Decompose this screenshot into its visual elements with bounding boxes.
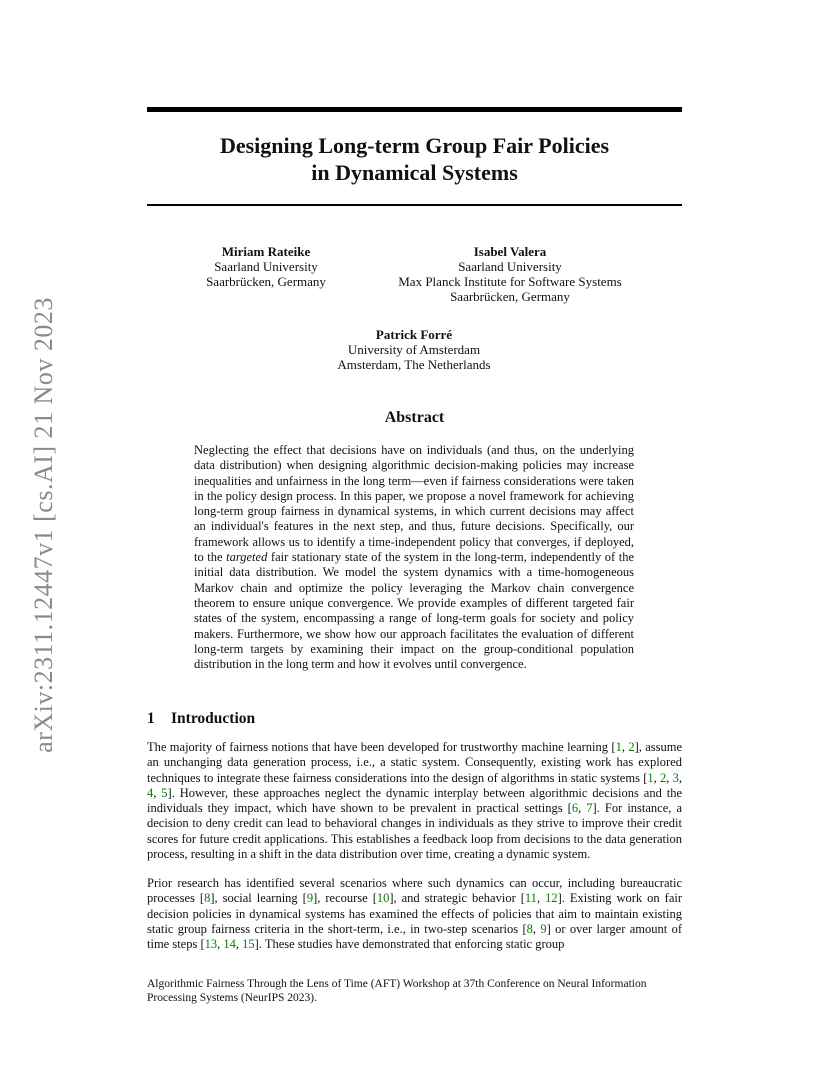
citation-link[interactable]: 5 bbox=[161, 785, 168, 800]
abstract-emphasis: targeted bbox=[226, 550, 268, 565]
citation-link[interactable]: 12 bbox=[545, 891, 558, 906]
section-heading-introduction bbox=[147, 710, 255, 728]
text-run: , bbox=[578, 801, 587, 816]
citation-link[interactable]: 13 bbox=[204, 937, 218, 952]
intro-paragraph-1 bbox=[147, 740, 682, 862]
author-block-forre bbox=[314, 327, 514, 372]
text-run: , bbox=[532, 921, 541, 936]
text-run: ], assume an unchanging data generation process, i.e., a static system. Consequently, existing work has explored techniques to integrate these fairness considerations into the design of algorithms in static systems [ bbox=[147, 740, 683, 785]
abstract-text-2: fair stationary state of the system in the long-term, independently of the initial data distribution. We model the system dynamics with a time-homogeneous Markov chain and optimize the policy leveraging the Markov chain convergence theorem to ensure unique convergence. We provide examples of different targeted fair states of the system, encompassing a range of long-term goals for society and policy makers. Furthermore, we show how our approach facilitates the evaluation of different long-term targets by examining their impact on the group-conditional population distribution in the long term and how it evolves until convergence. bbox=[194, 550, 635, 672]
author-name: Miriam Rateike bbox=[221, 244, 311, 259]
citation-link[interactable]: 2 bbox=[660, 770, 667, 785]
author-name: Patrick Forré bbox=[375, 327, 453, 342]
citation-link[interactable]: 15 bbox=[242, 937, 255, 952]
text-run: , bbox=[217, 937, 224, 952]
paper-title bbox=[147, 132, 682, 186]
text-run: The majority of fairness notions that have been developed for trustworthy machine learning [ bbox=[147, 740, 616, 754]
citation-link[interactable]: 10 bbox=[376, 891, 390, 906]
title-rule-bottom bbox=[147, 204, 682, 206]
author-location: Amsterdam, The Netherlands bbox=[337, 357, 491, 372]
paper-title-line-2: in Dynamical Systems bbox=[311, 160, 518, 185]
text-run: ]. Existing work on fair decision policies in dynamical systems has examined the effects of policies that aim to maintain existing static group fairness criteria in the short-term, i.e., in two-step scenarios [ bbox=[147, 891, 683, 936]
text-run: , bbox=[653, 770, 660, 785]
author-affiliation: University of Amsterdam bbox=[347, 342, 481, 357]
intro-paragraph-2 bbox=[147, 876, 682, 952]
text-run: , bbox=[666, 770, 673, 785]
arxiv-identifier-stamp bbox=[24, 290, 64, 760]
citation-link[interactable]: 6 bbox=[571, 801, 579, 816]
citation-link[interactable]: 7 bbox=[586, 801, 593, 816]
text-run: , bbox=[153, 785, 162, 800]
citation-link[interactable]: 11 bbox=[524, 891, 537, 906]
text-run: , bbox=[536, 891, 546, 906]
abstract-text-1: Neglecting the effect that decisions have on individuals (and thus, on the underlying data distribution) when designing algorithmic decision-making policies may increase inequalities and unfairness in the long term—even if fairness considerations were taken in the policy design process. In this paper, we propose a novel framework for achieving long-term group fairness in dynamical systems, in which current decisions may affect an individual's features in the next step, and thus, future decisions. Specifically, our framework allows us to identify a time-independent policy that converges, if deployed, to the bbox=[194, 443, 634, 565]
citation-link[interactable]: 1 bbox=[615, 740, 622, 754]
text-run: ] or over larger amount of time steps [ bbox=[147, 921, 682, 952]
author-block-rateike bbox=[186, 244, 346, 289]
author-affiliation: Saarland University bbox=[214, 259, 318, 274]
text-run: ]. For instance, a decision to deny credit can lead to behavioral changes in individuals as they strive to improve their credit scores for future credit applications. This establishes a feedback loop from decisions to the data generation process, resulting in a shift in the data distribution over time, creating a dynamic system. bbox=[147, 801, 683, 862]
citation-link[interactable]: 4 bbox=[147, 785, 154, 800]
text-run: Prior research has identified several scenarios where such dynamics can occur, including bureaucratic processes [ bbox=[147, 876, 682, 906]
citation-link[interactable]: 14 bbox=[223, 937, 236, 952]
author-location: Saarbrücken, Germany bbox=[206, 274, 326, 289]
citation-link[interactable]: 1 bbox=[647, 770, 654, 785]
citation-link[interactable]: 2 bbox=[628, 740, 635, 754]
text-run: ]. These studies have demonstrated that enforcing static group bbox=[254, 937, 565, 952]
text-run: , bbox=[678, 770, 683, 785]
citation-link[interactable]: 9 bbox=[540, 921, 547, 936]
citation-link[interactable]: 8 bbox=[526, 921, 533, 936]
abstract-body bbox=[194, 443, 634, 672]
abstract-heading: Abstract bbox=[384, 409, 445, 426]
conference-footnote: Algorithmic Fairness Through the Lens of Time (AFT) Workshop at 37th Conference on Neural Information Processing Systems (NeurIPS 2023). bbox=[147, 978, 647, 1004]
title-rule-top bbox=[147, 107, 682, 112]
citation-link[interactable]: 9 bbox=[306, 891, 314, 906]
citation-link[interactable]: 3 bbox=[672, 770, 679, 785]
paper-title-line-1: Designing Long-term Group Fair Policies bbox=[219, 133, 610, 158]
section-title: Introduction bbox=[171, 710, 256, 727]
text-run: , bbox=[235, 937, 243, 952]
author-location: Saarbrücken, Germany bbox=[450, 289, 570, 304]
author-block-valera bbox=[380, 244, 640, 304]
section-number: 1 bbox=[147, 710, 155, 727]
arxiv-identifier-text: arXiv:2311.12447v1 [cs.AI] 21 Nov 2023 bbox=[29, 297, 58, 753]
text-run: , bbox=[621, 740, 629, 754]
text-run: ], and strategic behavior [ bbox=[389, 891, 525, 906]
author-affiliation: Saarland University bbox=[458, 259, 562, 274]
author-name: Isabel Valera bbox=[473, 244, 547, 259]
text-run: ]. However, these approaches neglect the dynamic interplay between algorithmic decisions and the individuals they impact, which have shown to be prevalent in practical settings [ bbox=[147, 785, 683, 816]
citation-link[interactable]: 8 bbox=[204, 891, 211, 906]
text-run: ], social learning [ bbox=[210, 891, 307, 906]
text-run: ], recourse [ bbox=[313, 891, 377, 906]
author-affiliation-2: Max Planck Institute for Software Systems bbox=[398, 274, 622, 289]
